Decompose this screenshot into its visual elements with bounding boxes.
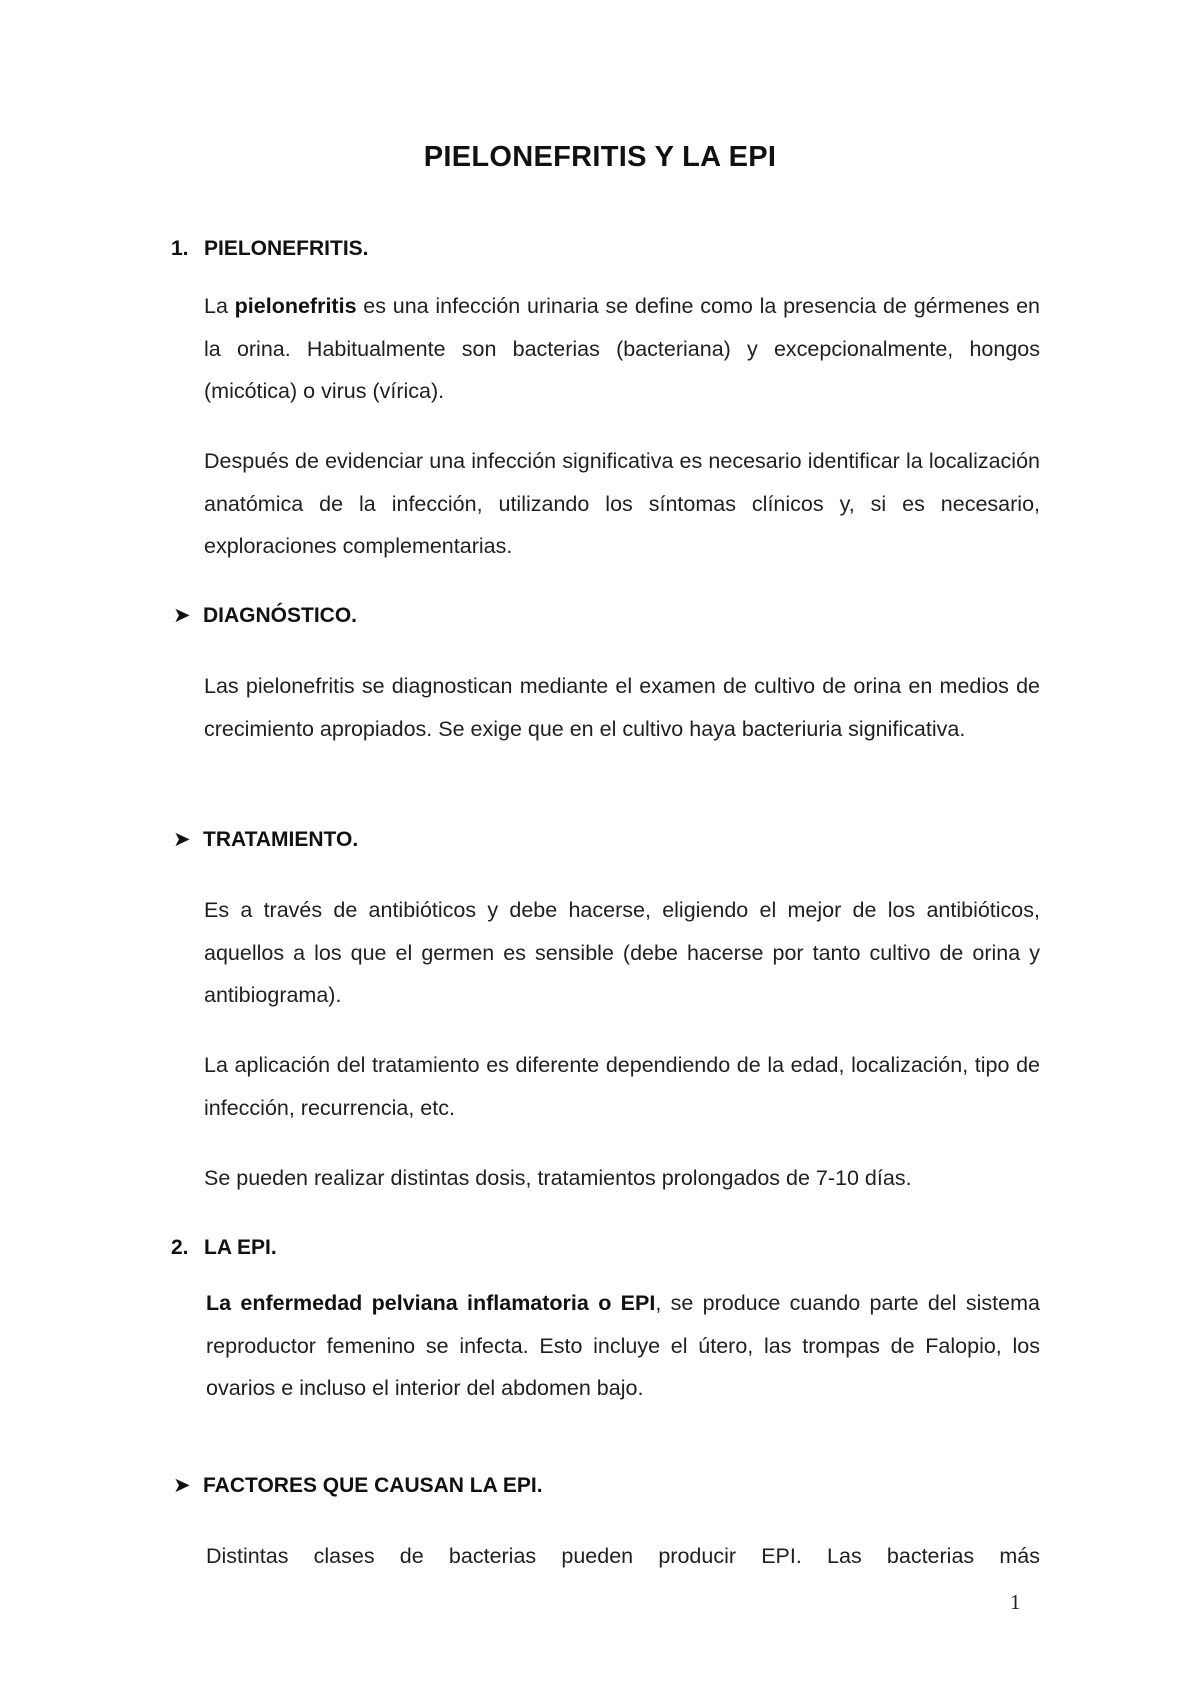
factores-title: FACTORES QUE CAUSAN LA EPI. (203, 1474, 543, 1497)
section-1-paragraph-1 (204, 285, 1040, 413)
tratamiento-title: TRATAMIENTO. (203, 828, 359, 851)
section-2-heading (171, 1236, 277, 1260)
tratamiento-paragraph-3: Se pueden realizar distintas dosis, tratamientos prolongados de 7-10 días. (204, 1166, 912, 1190)
tratamiento-paragraph-2: La aplicación del tratamiento es diferente dependiendo de la edad, localización, tipo de infección, recurrencia, etc. (204, 1053, 1040, 1120)
section-1-heading (171, 237, 369, 261)
diagnostico-paragraph: Las pielonefritis se diagnostican mediante el examen de cultivo de orina en medios de crecimiento apropiados. Se exige que en el cultivo haya bacteriuria significativa. (204, 674, 1040, 741)
diagnostico-title: DIAGNÓSTICO. (203, 604, 358, 627)
paragraph-text: La (204, 294, 235, 318)
paragraph-text: es una infección urinaria se define como la presencia de gérmenes en la orina. Habitualmente son bacterias (bacteriana) y excepcionalmente, hongos (micótica) o virus (vírica). (204, 294, 1040, 403)
section-2-number: 2. (171, 1236, 189, 1259)
factores-heading (173, 1473, 543, 1498)
diagnostico-heading (173, 603, 357, 628)
tratamiento-heading (173, 827, 358, 852)
section-1-number: 1. (171, 237, 189, 260)
page-number: 1 (1010, 1590, 1021, 1614)
paragraph-text: , se produce cuando parte del sistema reproductor femenino se infecta. Esto incluye el útero, las trompas de Falopio, los ovarios e incluso el interior del abdomen bajo. (206, 1291, 1040, 1400)
arrow-bullet-icon: ➤ (173, 828, 191, 851)
factores-paragraph: Distintas clases de bacterias pueden producir EPI. Las bacterias más (206, 1544, 1040, 1568)
arrow-bullet-icon: ➤ (173, 604, 191, 627)
document-title: PIELONEFRITIS Y LA EPI (423, 141, 777, 173)
bold-term: pielonefritis (234, 294, 357, 318)
bold-term: La enfermedad pelviana inflamatoria o EPI (206, 1291, 656, 1315)
section-2-paragraph (206, 1282, 1040, 1410)
section-1-title: PIELONEFRITIS. (204, 237, 369, 260)
arrow-bullet-icon: ➤ (173, 1474, 191, 1497)
section-1-paragraph-2: Después de evidenciar una infección significativa es necesario identificar la localización anatómica de la infección, utilizando los síntomas clínicos y, si es necesario, exploraciones complementarias. (204, 449, 1040, 558)
section-2-title: LA EPI. (204, 1236, 277, 1259)
tratamiento-paragraph-1: Es a través de antibióticos y debe hacerse, eligiendo el mejor de los antibióticos, aquellos a los que el germen es sensible (debe hacerse por tanto cultivo de orina y antibiograma). (204, 898, 1040, 1007)
